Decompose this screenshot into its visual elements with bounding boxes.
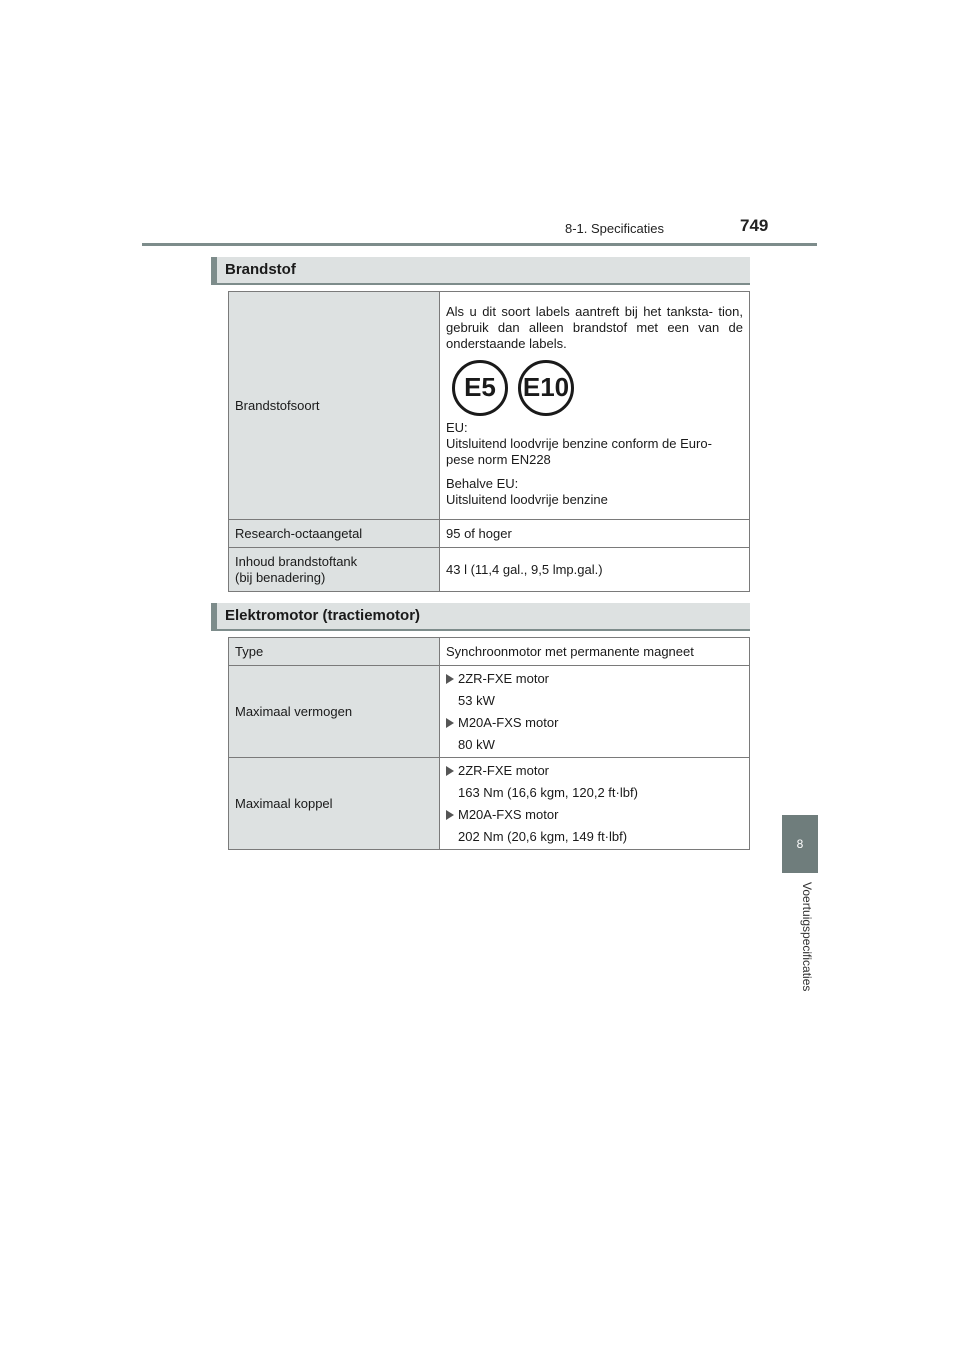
fuel-type-value [440,292,750,520]
non-eu-text: Uitsluitend loodvrije benzine [446,491,608,507]
eu-text: Uitsluitend loodvrije benzine conform de Euro- pese norm EN228 [446,435,712,467]
non-eu-title: Behalve EU: [446,475,519,491]
chapter-label: Voertuigspecificaties [800,882,814,992]
eu-title: EU: [446,419,468,435]
bullet-triangle-icon [446,718,454,728]
tank-label-line-1: Inhoud brandstoftank [235,553,358,569]
list-item [446,807,743,823]
table-row [229,758,750,850]
bullet-triangle-icon [446,810,454,820]
power-engine-1: 2ZR-FXE motor [458,670,550,686]
fuel-label-e5: E5 [452,360,508,416]
section-title: Elektromotor (tractiemotor) [225,607,421,624]
tank-label [229,548,440,592]
motor-type-label: Type [229,638,440,666]
chapter-tab: 8 [782,815,818,873]
torque-value-2: 202 Nm (20,6 kgm, 149 ft·lbf) [458,828,628,844]
motor-table [228,637,750,850]
torque-engine-2: M20A-FXS motor [458,806,559,822]
power-value-2: 80 kW [458,736,495,752]
table-row [229,638,750,666]
torque-engine-1: 2ZR-FXE motor [458,762,550,778]
section-header-fuel [211,257,750,285]
power-label: Maximaal vermogen [229,666,440,758]
list-item [446,715,743,731]
torque-value [440,758,750,850]
tank-label-line-2: (bij benadering) [235,569,326,585]
bullet-triangle-icon [446,766,454,776]
page-number: 749 [740,216,769,235]
octane-value: 95 of hoger [440,520,750,548]
fuel-table [228,291,750,592]
torque-label: Maximaal koppel [229,758,440,850]
motor-type-value: Synchroonmotor met permanente magneet [440,638,750,666]
torque-value-1: 163 Nm (16,6 kgm, 120,2 ft·lbf) [458,784,638,800]
fuel-intro: Als u dit soort labels aantreft bij het tanksta- tion, gebruik dan alleen brandstof met een van de onderstaande labels. [446,303,743,351]
table-row [229,666,750,758]
octane-label: Research-octaangetal [229,520,440,548]
power-value-1: 53 kW [458,692,495,708]
table-row [229,548,750,592]
header-section-title: 8-1. Specificaties [565,221,664,236]
section-bar [211,257,217,283]
table-row [229,292,750,520]
fuel-type-label: Brandstofsoort [229,292,440,520]
table-row [229,520,750,548]
header-rule [142,243,817,246]
list-item [446,671,743,687]
fuel-labels [452,360,743,416]
power-engine-2: M20A-FXS motor [458,714,559,730]
bullet-triangle-icon [446,674,454,684]
section-title: Brandstof [225,261,296,278]
fuel-label-e10: E10 [518,360,574,416]
list-item [446,763,743,779]
power-value [440,666,750,758]
tank-value: 43 l (11,4 gal., 9,5 lmp.gal.) [440,548,750,592]
section-header-motor [211,603,750,631]
section-bar [211,603,217,629]
